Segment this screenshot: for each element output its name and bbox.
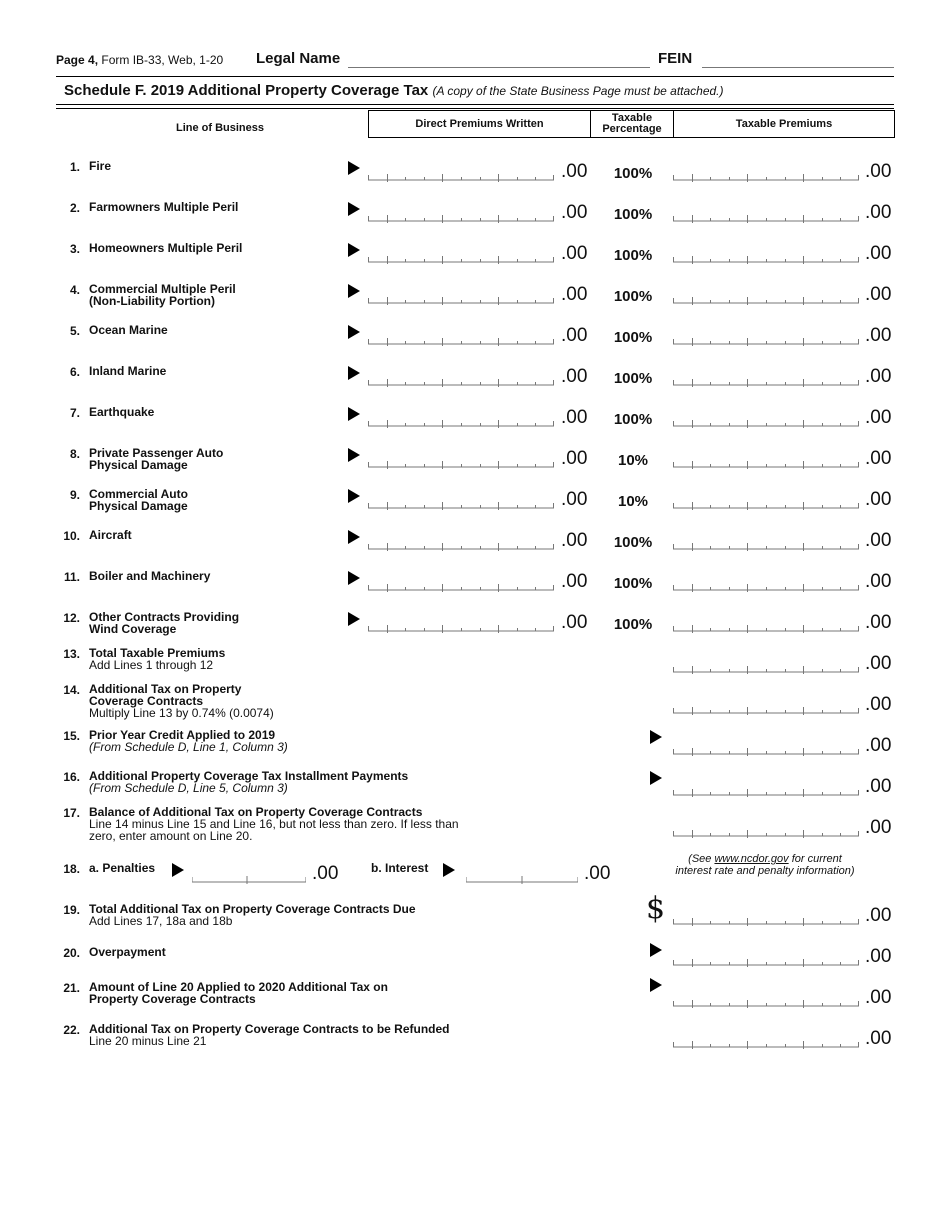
cents-suffix: .00 bbox=[865, 202, 892, 223]
arrow-icon bbox=[348, 284, 360, 298]
taxable-premiums-input[interactable] bbox=[673, 460, 859, 470]
cents-suffix: .00 bbox=[865, 243, 892, 264]
interest-label: b. Interest bbox=[371, 861, 429, 875]
divider bbox=[56, 108, 894, 109]
cents-suffix: .00 bbox=[865, 325, 892, 346]
line-instruction-cont: zero, enter amount on Line 20. bbox=[89, 829, 253, 843]
cents-suffix: .00 bbox=[865, 489, 892, 510]
amount-input[interactable] bbox=[673, 999, 859, 1009]
taxable-premiums-input[interactable] bbox=[673, 624, 859, 634]
direct-premiums-input[interactable] bbox=[368, 419, 554, 429]
col-direct-premiums: Direct Premiums Written bbox=[368, 110, 591, 138]
amount-input[interactable] bbox=[673, 1040, 859, 1050]
cents-suffix: .00 bbox=[561, 284, 588, 305]
line-number: 8. bbox=[69, 447, 80, 461]
line-number: 3. bbox=[69, 242, 80, 256]
taxable-percentage: 100% bbox=[613, 247, 653, 264]
line-number: 2. bbox=[69, 201, 80, 215]
taxable-premiums-input[interactable] bbox=[673, 173, 859, 183]
arrow-icon bbox=[348, 530, 360, 544]
taxable-percentage: 10% bbox=[617, 493, 649, 510]
arrow-icon bbox=[650, 943, 662, 957]
arrow-icon bbox=[348, 489, 360, 503]
line-label-cont: Wind Coverage bbox=[89, 622, 177, 636]
amount-input[interactable] bbox=[673, 747, 859, 757]
cents-suffix: .00 bbox=[865, 1028, 892, 1049]
cents-suffix: .00 bbox=[561, 407, 588, 428]
taxable-percentage: 100% bbox=[613, 616, 653, 633]
taxable-percentage: 100% bbox=[613, 411, 653, 428]
arrow-icon bbox=[348, 243, 360, 257]
taxable-percentage: 100% bbox=[613, 329, 653, 346]
cents-suffix: .00 bbox=[561, 202, 588, 223]
dollar-sign: $ bbox=[646, 891, 666, 926]
line-number: 1. bbox=[69, 160, 80, 174]
line-label: Boiler and Machinery bbox=[89, 569, 211, 583]
fein-field[interactable] bbox=[702, 67, 894, 68]
col-taxable-premiums: Taxable Premiums bbox=[673, 110, 895, 138]
arrow-icon bbox=[348, 448, 360, 462]
cents-suffix: .00 bbox=[865, 407, 892, 428]
direct-premiums-input[interactable] bbox=[368, 624, 554, 634]
arrow-icon bbox=[348, 571, 360, 585]
line-number: 18. bbox=[63, 862, 80, 876]
cents-suffix: .00 bbox=[865, 161, 892, 182]
line-number: 9. bbox=[69, 488, 80, 502]
line-number: 10. bbox=[63, 529, 80, 543]
taxable-premiums-input[interactable] bbox=[673, 214, 859, 224]
schedule-title: Schedule F. 2019 Additional Property Coverage Tax (A copy of the State Business Page must be attached.) bbox=[64, 82, 724, 99]
interest-cents: .00 bbox=[584, 863, 611, 884]
direct-premiums-input[interactable] bbox=[368, 255, 554, 265]
arrow-icon bbox=[650, 730, 662, 744]
line-label: Farmowners Multiple Peril bbox=[89, 200, 239, 214]
cents-suffix: .00 bbox=[561, 243, 588, 264]
taxable-premiums-input[interactable] bbox=[673, 583, 859, 593]
line-number: 13. bbox=[63, 647, 80, 661]
direct-premiums-input[interactable] bbox=[368, 173, 554, 183]
cents-suffix: .00 bbox=[561, 325, 588, 346]
arrow-icon bbox=[650, 978, 662, 992]
cents-suffix: .00 bbox=[865, 284, 892, 305]
arrow-icon bbox=[172, 863, 184, 877]
col-taxable-percentage: Taxable Percentage bbox=[590, 110, 674, 138]
line-label: Other Contracts Providing bbox=[89, 610, 240, 624]
direct-premiums-input[interactable] bbox=[368, 296, 554, 306]
line-instruction: Add Lines 1 through 12 bbox=[89, 658, 214, 672]
amount-input[interactable] bbox=[673, 829, 859, 839]
line-label: Additional Tax on Property Coverage Contracts to be Refunded bbox=[89, 1022, 450, 1036]
cents-suffix: .00 bbox=[561, 448, 588, 469]
taxable-percentage: 100% bbox=[613, 206, 653, 223]
line-instruction: Multiply Line 13 by 0.74% (0.0074) bbox=[89, 706, 274, 720]
line-number: 11. bbox=[63, 570, 80, 584]
divider bbox=[56, 104, 894, 105]
cents-suffix: .00 bbox=[865, 905, 892, 926]
line-label: Overpayment bbox=[89, 945, 166, 959]
taxable-premiums-input[interactable] bbox=[673, 378, 859, 388]
arrow-icon bbox=[348, 407, 360, 421]
penalties-input[interactable] bbox=[192, 875, 306, 885]
taxable-premiums-input[interactable] bbox=[673, 255, 859, 265]
taxable-percentage: 100% bbox=[613, 288, 653, 305]
line-label-cont: Physical Damage bbox=[89, 499, 188, 513]
arrow-icon bbox=[348, 202, 360, 216]
divider bbox=[56, 76, 894, 77]
cents-suffix: .00 bbox=[561, 571, 588, 592]
direct-premiums-input[interactable] bbox=[368, 583, 554, 593]
taxable-premiums-input[interactable] bbox=[673, 542, 859, 552]
amount-input[interactable] bbox=[673, 706, 859, 716]
line-label-cont: (Non-Liability Portion) bbox=[89, 294, 215, 308]
line-label: Additional Property Coverage Tax Installment Payments bbox=[89, 769, 409, 783]
line-label: Inland Marine bbox=[89, 364, 167, 378]
interest-input[interactable] bbox=[466, 875, 578, 885]
line-instruction: Line 20 minus Line 21 bbox=[89, 1034, 207, 1048]
cents-suffix: .00 bbox=[865, 776, 892, 797]
line-label: Amount of Line 20 Applied to 2020 Additional Tax on bbox=[89, 980, 388, 994]
arrow-icon bbox=[348, 366, 360, 380]
line-number: 14. bbox=[63, 683, 80, 697]
amount-input[interactable] bbox=[673, 958, 859, 968]
line-label: Total Additional Tax on Property Coverage Contracts Due bbox=[89, 902, 416, 916]
rate-info-note: (See www.ncdor.gov for current interest rate and penalty information) bbox=[675, 853, 855, 877]
line-label: Earthquake bbox=[89, 405, 155, 419]
line-label: Fire bbox=[89, 159, 112, 173]
cents-suffix: .00 bbox=[865, 694, 892, 715]
taxable-premiums-input[interactable] bbox=[673, 296, 859, 306]
taxable-percentage: 100% bbox=[613, 575, 653, 592]
cents-suffix: .00 bbox=[865, 653, 892, 674]
line-number: 17. bbox=[63, 806, 80, 820]
col-line-of-business: Line of Business bbox=[175, 122, 265, 134]
taxable-percentage: 100% bbox=[613, 165, 653, 182]
direct-premiums-input[interactable] bbox=[368, 542, 554, 552]
cents-suffix: .00 bbox=[865, 448, 892, 469]
line-label: Balance of Additional Tax on Property Coverage Contracts bbox=[89, 805, 423, 819]
direct-premiums-input[interactable] bbox=[368, 378, 554, 388]
line-number: 16. bbox=[63, 770, 80, 784]
line-source: (From Schedule D, Line 1, Column 3) bbox=[89, 740, 288, 754]
direct-premiums-input[interactable] bbox=[368, 501, 554, 511]
line-number: 21. bbox=[63, 981, 80, 995]
line-label: Homeowners Multiple Peril bbox=[89, 241, 243, 255]
cents-suffix: .00 bbox=[865, 571, 892, 592]
line-label: Prior Year Credit Applied to 2019 bbox=[89, 728, 276, 742]
line-number: 20. bbox=[63, 946, 80, 960]
taxable-percentage: 100% bbox=[613, 534, 653, 551]
arrow-icon bbox=[348, 325, 360, 339]
line-label-cont: Physical Damage bbox=[89, 458, 188, 472]
cents-suffix: .00 bbox=[561, 489, 588, 510]
cents-suffix: .00 bbox=[561, 366, 588, 387]
line-label: Private Passenger Auto bbox=[89, 446, 224, 460]
penalties-label: a. Penalties bbox=[89, 861, 156, 875]
cents-suffix: .00 bbox=[865, 987, 892, 1008]
taxable-percentage: 100% bbox=[613, 370, 653, 387]
cents-suffix: .00 bbox=[865, 817, 892, 838]
line-label: Commercial Auto bbox=[89, 487, 188, 501]
line-number: 22. bbox=[63, 1023, 80, 1037]
line-instruction: Add Lines 17, 18a and 18b bbox=[89, 914, 233, 928]
legal-name-field[interactable] bbox=[348, 67, 650, 68]
line-label: Ocean Marine bbox=[89, 323, 168, 337]
line-number: 6. bbox=[69, 365, 80, 379]
direct-premiums-input[interactable] bbox=[368, 214, 554, 224]
taxable-premiums-input[interactable] bbox=[673, 337, 859, 347]
cents-suffix: .00 bbox=[561, 161, 588, 182]
arrow-icon bbox=[650, 771, 662, 785]
penalties-cents: .00 bbox=[312, 863, 339, 884]
amount-input[interactable] bbox=[673, 665, 859, 675]
direct-premiums-input[interactable] bbox=[368, 460, 554, 470]
line-label: Additional Tax on Property bbox=[89, 682, 242, 696]
line-number: 5. bbox=[69, 324, 80, 338]
line-number: 15. bbox=[63, 729, 80, 743]
amount-input[interactable] bbox=[673, 917, 859, 927]
amount-input[interactable] bbox=[673, 788, 859, 798]
arrow-icon bbox=[348, 612, 360, 626]
line-number: 12. bbox=[63, 611, 80, 625]
line-instruction: Line 14 minus Line 15 and Line 16, but not less than zero. If less than bbox=[89, 817, 459, 831]
cents-suffix: .00 bbox=[561, 612, 588, 633]
line-label: Total Taxable Premiums bbox=[89, 646, 226, 660]
legal-name-label: Legal Name bbox=[256, 50, 341, 67]
taxable-percentage: 10% bbox=[617, 452, 649, 469]
taxable-premiums-input[interactable] bbox=[673, 419, 859, 429]
cents-suffix: .00 bbox=[865, 530, 892, 551]
cents-suffix: .00 bbox=[865, 946, 892, 967]
cents-suffix: .00 bbox=[561, 530, 588, 551]
line-label-cont: Property Coverage Contracts bbox=[89, 992, 256, 1006]
line-source: (From Schedule D, Line 5, Column 3) bbox=[89, 781, 288, 795]
arrow-icon bbox=[348, 161, 360, 175]
ncdor-link[interactable]: www.ncdor.gov bbox=[714, 853, 789, 865]
line-number: 4. bbox=[69, 283, 80, 297]
cents-suffix: .00 bbox=[865, 735, 892, 756]
cents-suffix: .00 bbox=[865, 612, 892, 633]
line-label-cont: Coverage Contracts bbox=[89, 694, 204, 708]
taxable-premiums-input[interactable] bbox=[673, 501, 859, 511]
fein-label: FEIN bbox=[658, 50, 693, 67]
line-label: Aircraft bbox=[89, 528, 132, 542]
line-number: 19. bbox=[63, 903, 80, 917]
line-label: Commercial Multiple Peril bbox=[89, 282, 236, 296]
direct-premiums-input[interactable] bbox=[368, 337, 554, 347]
arrow-icon bbox=[443, 863, 455, 877]
page-info: Page 4, Form IB-33, Web, 1-20 bbox=[56, 53, 224, 67]
line-number: 7. bbox=[69, 406, 80, 420]
cents-suffix: .00 bbox=[865, 366, 892, 387]
